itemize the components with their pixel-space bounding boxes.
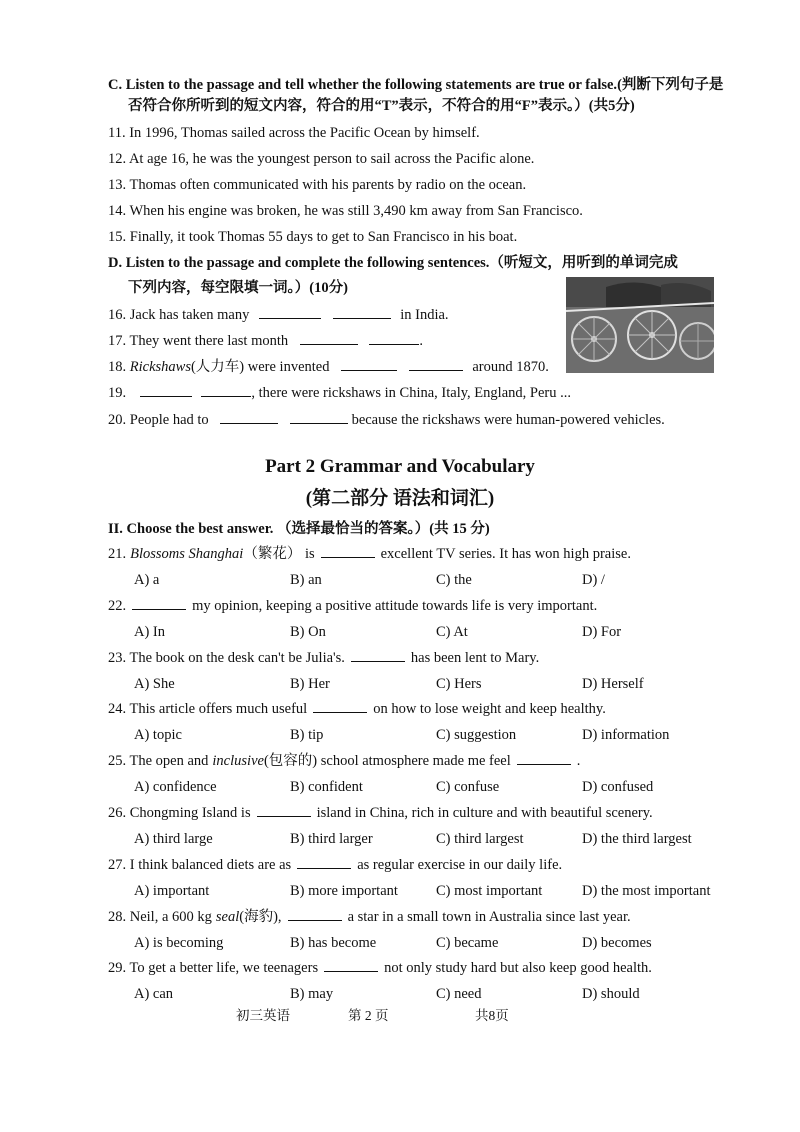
statement-15: 15. Finally, it took Thomas 55 days to get to San Francisco in his boat. — [108, 229, 518, 245]
rickshaw-photo-image — [566, 277, 714, 373]
q20-text: 20. People had to — [108, 412, 209, 428]
option-b[interactable]: B) may — [290, 986, 334, 1002]
question-22 — [108, 597, 597, 615]
option-c[interactable]: C) the — [436, 572, 472, 588]
q16-blank-1[interactable] — [259, 306, 321, 319]
option-d[interactable]: D) becomes — [582, 935, 652, 951]
question-18 — [108, 358, 549, 376]
question-16 — [108, 306, 449, 324]
q19-blank-1[interactable] — [140, 384, 192, 397]
option-b[interactable]: B) has become — [290, 935, 377, 951]
option-a[interactable]: A) third large — [134, 831, 213, 847]
question-stem-start: 23. The book on the desk can't be Julia's. — [108, 650, 345, 666]
section-c-heading-en: C. Listen to the passage and tell whether the following statements are true or false. — [108, 77, 618, 93]
q20-text-end: because the rickshaws were human-powered vehicles. — [351, 412, 665, 428]
q20-blank-1[interactable] — [220, 411, 278, 424]
option-a[interactable]: A) confidence — [134, 779, 217, 795]
question-19 — [108, 384, 571, 402]
question-21 — [108, 545, 631, 563]
question-stem-end: . — [576, 753, 581, 769]
answer-blank[interactable] — [297, 856, 351, 869]
option-d[interactable]: D) the most important — [582, 883, 711, 899]
option-d[interactable]: D) For — [582, 624, 622, 640]
question-stem-middle: (海豹), — [239, 909, 282, 925]
option-a[interactable]: A) In — [134, 624, 166, 640]
answer-blank[interactable] — [132, 597, 186, 610]
question-stem-end: island in China, rich in culture and with beautiful scenery. — [316, 805, 653, 821]
option-d[interactable]: D) Herself — [582, 676, 644, 692]
answer-blank[interactable] — [313, 700, 367, 713]
q16-text-end: in India. — [400, 307, 449, 323]
option-d[interactable]: D) should — [582, 986, 640, 1002]
question-stem-end: has been lent to Mary. — [410, 650, 540, 666]
option-c[interactable]: C) Hers — [436, 676, 482, 692]
question-stem-start: 24. This article offers much useful — [108, 701, 308, 717]
section-d-heading-cn1: （听短文，用听到的单词完成 — [489, 255, 678, 271]
answer-blank[interactable] — [288, 908, 342, 921]
answer-blank[interactable] — [517, 752, 571, 765]
footer-page: 第 2 页 — [348, 1008, 389, 1023]
q16-blank-2[interactable] — [333, 306, 391, 319]
q19-number: 19. — [108, 385, 127, 401]
option-b[interactable]: B) more important — [290, 883, 398, 899]
section-d-heading — [108, 254, 678, 272]
statement-13: 13. Thomas often communicated with his parents by radio on the ocean. — [108, 177, 527, 193]
q18-text-end: around 1870. — [472, 359, 549, 375]
question-stem-middle: （繁花） is — [243, 546, 315, 562]
q17-blank-1[interactable] — [300, 332, 358, 345]
question-stem-start: 25. The open and — [108, 753, 209, 769]
rickshaw-photo — [566, 277, 714, 373]
q18-blank-2[interactable] — [409, 358, 463, 371]
q18-text: (人力车) were invented — [190, 359, 330, 375]
option-c[interactable]: C) third largest — [436, 831, 524, 847]
question-26 — [108, 804, 653, 822]
question-24 — [108, 700, 606, 718]
q17-blank-2[interactable] — [369, 332, 419, 345]
option-a[interactable]: A) important — [134, 883, 210, 899]
q17-text-end: . — [419, 333, 424, 349]
section-d-heading-cn2: 下列内容，每空限填一词。）(10分) — [128, 280, 348, 296]
section-d-heading-en: D. Listen to the passage and complete the following sentences. — [108, 255, 490, 271]
option-b[interactable]: B) Her — [290, 676, 330, 692]
option-a[interactable]: A) is becoming — [134, 935, 224, 951]
option-b[interactable]: B) third larger — [290, 831, 373, 847]
q18-rickshaws: Rickshaws — [129, 359, 191, 375]
option-c[interactable]: C) need — [436, 986, 482, 1002]
option-d[interactable]: D) confused — [582, 779, 654, 795]
section-c-heading — [108, 76, 723, 94]
option-d[interactable]: D) information — [582, 727, 670, 743]
question-stem-end: not only study hard but also keep good health. — [384, 960, 652, 976]
option-a[interactable]: A) She — [134, 676, 175, 692]
question-stem-start: 26. Chongming Island is — [108, 805, 251, 821]
answer-blank[interactable] — [351, 649, 405, 662]
option-c[interactable]: C) At — [436, 624, 468, 640]
answer-blank[interactable] — [257, 804, 311, 817]
question-italic-term: seal — [215, 909, 240, 925]
q16-text: 16. Jack has taken many — [108, 307, 250, 323]
option-c[interactable]: C) confuse — [436, 779, 500, 795]
q19-blank-2[interactable] — [201, 384, 251, 397]
statement-11: 11. In 1996, Thomas sailed across the Pacific Ocean by himself. — [108, 125, 480, 141]
option-a[interactable]: A) a — [134, 572, 160, 588]
option-b[interactable]: B) On — [290, 624, 326, 640]
option-d[interactable]: D) the third largest — [582, 831, 692, 847]
question-stem-start: 22. — [108, 598, 127, 614]
question-stem-end: my opinion, keeping a positive attitude towards life is very important. — [192, 598, 598, 614]
question-stem-end: a star in a small town in Australia since last year. — [347, 909, 631, 925]
question-27 — [108, 856, 562, 874]
question-stem-end: excellent TV series. It has won high praise. — [380, 546, 631, 562]
option-d[interactable]: D) / — [582, 572, 605, 588]
option-b[interactable]: B) confident — [290, 779, 363, 795]
q17-text: 17. They went there last month — [108, 333, 289, 349]
question-italic-term: Blossoms Shanghai — [130, 546, 244, 562]
answer-blank[interactable] — [321, 545, 375, 558]
option-b[interactable]: B) tip — [290, 727, 324, 743]
question-italic-term: inclusive — [212, 753, 264, 769]
footer-subject: 初三英语 — [236, 1008, 290, 1023]
option-c[interactable]: C) suggestion — [436, 727, 517, 743]
question-28 — [108, 908, 631, 926]
question-stem-start: 21. — [108, 546, 127, 562]
q19-text-end: , there were rickshaws in China, Italy, England, Peru ... — [251, 385, 571, 401]
q20-blank-2[interactable] — [290, 411, 348, 424]
section-c-heading-cn2: 否符合你所听到的短文内容，符合的用“T”表示，不符合的用“F”表示。）(共5分) — [128, 98, 635, 114]
part2-title-cn: (第二部分 语法和词汇) — [305, 488, 495, 509]
section-ii-heading: II. Choose the best answer. （选择最恰当的答案。）(共 15 分) — [108, 521, 490, 537]
option-b[interactable]: B) an — [290, 572, 322, 588]
question-stem-start: 27. I think balanced diets are as — [108, 857, 292, 873]
q18-blank-1[interactable] — [341, 358, 397, 371]
option-c[interactable]: C) became — [436, 935, 499, 951]
question-23 — [108, 649, 539, 667]
question-25 — [108, 752, 580, 770]
q18-number: 18. — [108, 359, 127, 375]
question-29 — [108, 959, 652, 977]
statement-12: 12. At age 16, he was the youngest person to sail across the Pacific alone. — [108, 151, 535, 167]
footer-total: 共8页 — [475, 1008, 509, 1023]
question-stem-middle: (包容的) school atmosphere made me feel — [263, 753, 511, 769]
statement-14: 14. When his engine was broken, he was still 3,490 km away from San Francisco. — [108, 203, 583, 219]
question-stem-end: as regular exercise in our daily life. — [357, 857, 563, 873]
question-17 — [108, 332, 423, 350]
question-stem-end: on how to lose weight and keep healthy. — [373, 701, 606, 717]
section-c-heading-cn1: (判断下列句子是 — [617, 77, 724, 93]
option-a[interactable]: A) can — [134, 986, 174, 1002]
answer-blank[interactable] — [324, 959, 378, 972]
option-c[interactable]: C) most important — [436, 883, 543, 899]
option-a[interactable]: A) topic — [134, 727, 182, 743]
part2-title: Part 2 Grammar and Vocabulary — [265, 456, 535, 477]
question-stem-start: 29. To get a better life, we teenagers — [108, 960, 319, 976]
question-stem-start: 28. Neil, a 600 kg — [108, 909, 212, 925]
question-20 — [108, 411, 665, 429]
